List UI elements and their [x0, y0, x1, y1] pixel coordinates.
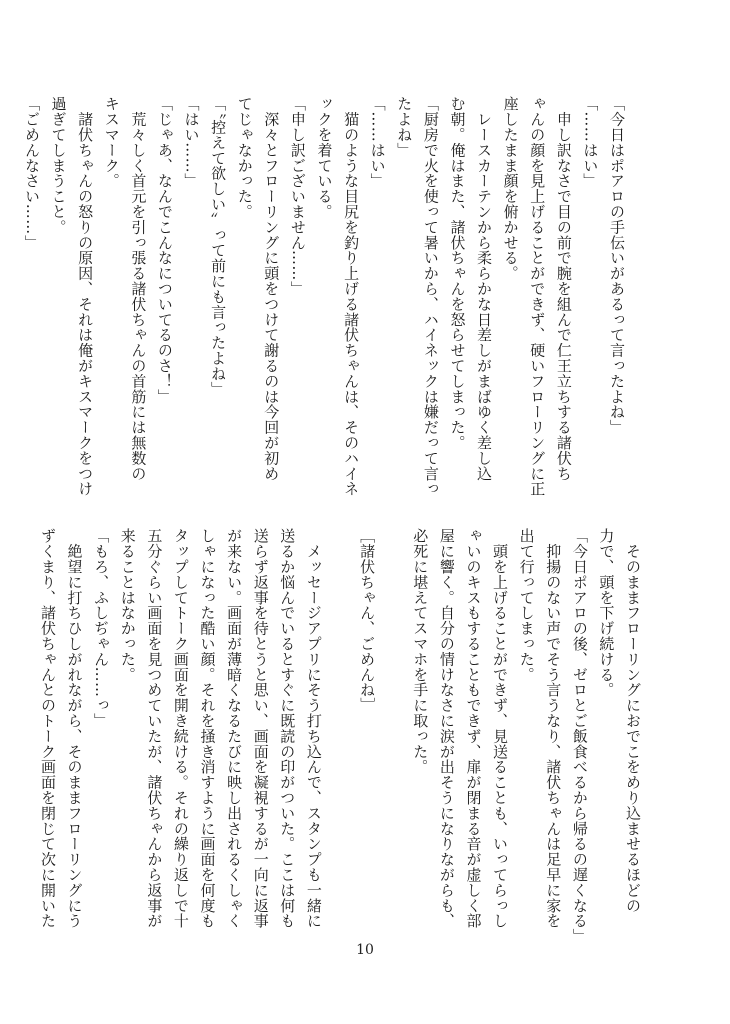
text-line: む朝。俺はまた、諸伏ちゃんを怒らせてしまった。 — [448, 96, 467, 451]
text-line: ゃんの顔を見上げることができず、硬いフローリングに正 — [528, 96, 547, 497]
text-line: メッセージアプリにそう打ち込んで、スタンプも一緒に — [304, 528, 323, 929]
text-line: 「今日ポアロの後、ゼロとご飯食べるから帰るの遅くなる」 — [570, 528, 589, 944]
text-line: 五分ぐらい画面を見つめていたが、諸伏ちゃんから返事が — [145, 528, 164, 929]
blank-line — [327, 528, 354, 924]
text-line: 来ることはなかった。 — [118, 528, 137, 682]
text-line: ックを着ている。 — [315, 96, 334, 220]
text-line: 「今日はポアロの手伝いがあるって言ったよね」 — [608, 96, 626, 435]
text-line: 「厨房で火を使って暑いから、ハイネックは嫌だって言っ — [421, 96, 440, 497]
page-number: 10 — [356, 942, 374, 958]
text-line: 「ごめんなさい……」 — [22, 96, 41, 250]
text-line: 猫のような目尻を釣り上げる諸伏ちゃんは、そのハイネ — [342, 96, 361, 497]
text-line: 送るか悩んでいるとすぐに既読の印がついた。ここは何も — [278, 528, 297, 929]
text-line: 頭を上げることができず、見送ることも、いってらっし — [491, 528, 510, 929]
text-line: 「申し訳ございません……」 — [288, 96, 307, 297]
text-line: しゃになった酷い顔。それを掻き消すように画面を何度も — [198, 528, 217, 929]
text-line: てじゃなかった。 — [235, 96, 254, 220]
text-line: 抑揚のない声でそう言うなり、諸伏ちゃんは足早に家を — [544, 528, 563, 929]
text-line: 力で、頭を下げ続ける。 — [597, 528, 616, 698]
text-line: キスマーク。 — [102, 96, 121, 189]
text-line: 必死に堪えてスマホを手に取った。 — [411, 528, 430, 775]
text-line: そのままフローリングにおでこをめり込ませるほどの — [624, 528, 642, 913]
blank-line — [380, 528, 407, 924]
text-line: ずくまり、諸伏ちゃんとのトーク画面を閉じて次に開いた — [38, 528, 57, 929]
text-line: たよね」 — [395, 96, 414, 158]
text-line: 「じゃあ、なんでこんなについてるのさ！」 — [155, 96, 174, 404]
top-text-block — [22, 96, 630, 497]
bottom-text-block — [38, 528, 646, 944]
text-line: 申し訳なさで目の前で腕を組んで仁王立ちする諸伏ち — [554, 96, 573, 481]
text-line: 深々とフローリングに頭をつけて謝るのは今回が初め — [262, 96, 281, 481]
text-line: が来ない。画面が薄暗くなるたびに映し出されるくしゃく — [225, 528, 244, 929]
text-line: 「……はい」 — [368, 96, 387, 189]
text-line: 送らず返事を待とうと思い、画面を凝視するが一向に返事 — [251, 528, 270, 929]
text-line: 「もろ、ふしぢゃん……っ」 — [92, 528, 111, 729]
text-line: タップしてトーク画面を開き続ける。それの繰り返しで十 — [171, 528, 190, 929]
text-line: 座したまま顔を俯かせる。 — [501, 96, 520, 281]
text-line: 諸伏ちゃんの怒りの原因、それは俺がキスマークをつけ — [76, 96, 95, 497]
text-line: 屋に響く。自分の情けなさに涙が出そうになりながらも、 — [437, 528, 456, 929]
text-line: 絶望に打ちひしがれながら、そのままフローリングにう — [65, 528, 84, 929]
text-line: 出て行ってしまった。 — [517, 528, 536, 682]
text-line: 「……はい」 — [581, 96, 600, 189]
text-line: レースカーテンから柔らかな日差しがまばゆく差し込 — [475, 96, 494, 481]
text-line: 「はい……」 — [182, 96, 201, 189]
text-line: 過ぎてしまうこと。 — [49, 96, 68, 235]
text-line: 「〝控えて欲しい〟って前にも言ったよね」 — [209, 96, 228, 397]
text-line: 荒々しく首元を引っ張る諸伏ちゃんの首筋には無数の — [129, 96, 148, 481]
text-line: ［諸伏ちゃん、ごめんね］ — [358, 528, 377, 713]
text-line: ゃいのキスもすることもできず、扉が閉まる音が虚しく部 — [464, 528, 483, 929]
